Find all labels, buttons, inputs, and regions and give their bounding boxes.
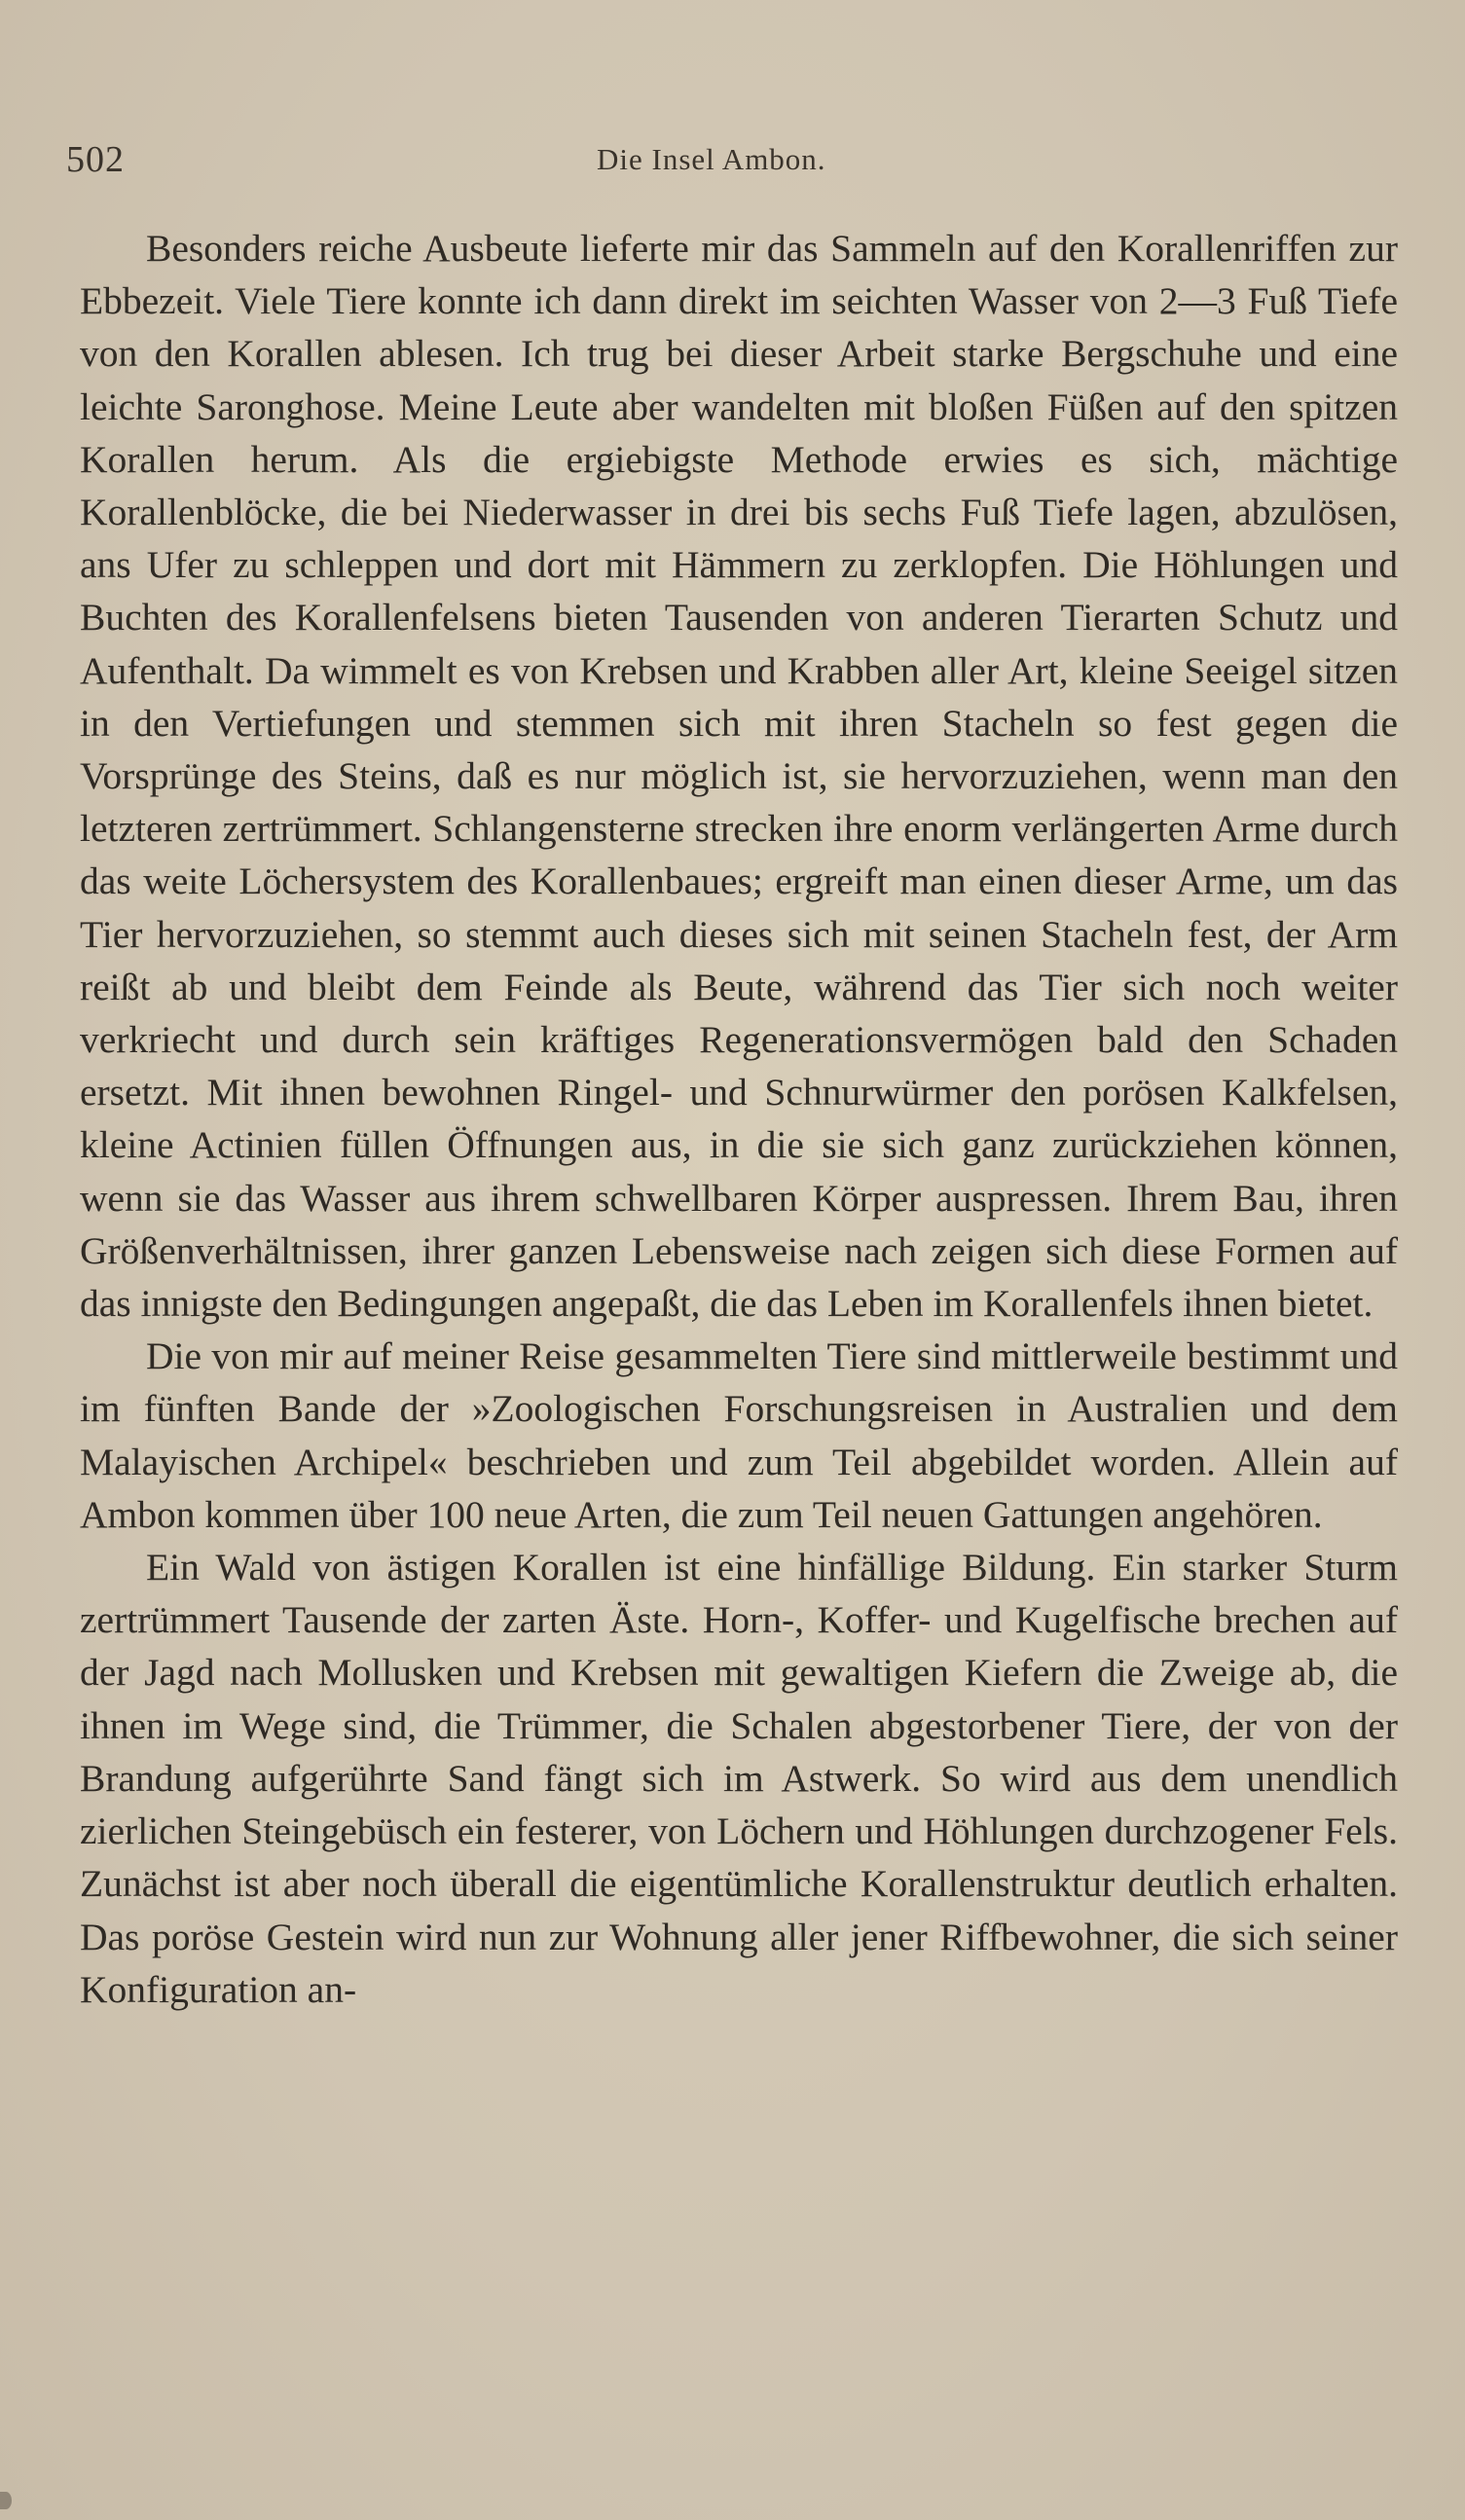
page-edge-mark — [0, 2492, 12, 2509]
page-number: 502 — [66, 139, 125, 180]
body-text — [80, 222, 1398, 2016]
paragraph-2: Die von mir auf meiner Reise gesammelten Tiere sind mittlerweile bestimmt und im fünften Bande der »Zoologischen Forschungsreisen in Australien und dem Malayischen Archipel« beschrieben und zum Teil abgebildet worden. Allein auf Ambon kommen über 100 neue Arten, die zum Teil neuen Gattungen angehören. — [80, 1334, 1398, 1536]
paragraph-1: Besonders reiche Ausbeute lieferte mir das Sammeln auf den Korallenriffen zur Ebbezeit. Viele Tiere konnte ich dann direkt im seichten Wasser von 2—3 Fuß Tiefe von den Korallen ablesen. Ich trug bei dieser Arbeit starke Bergschuhe und eine leichte Saronghose. Meine Leute aber wandelten mit bloßen Füßen auf den spitzen Korallen herum. Als die ergiebigste Methode erwies es sich, mächtige Korallenblöcke, die bei Niederwasser in drei bis sechs Fuß Tiefe lagen, abzulösen, ans Ufer zu schleppen und dort mit Hämmern zu zerklopfen. Die Höhlungen und Buchten des Korallenfelsens bieten Tausenden von anderen Tierarten Schutz und Aufenthalt. Da wimmelt es von Krebsen und Krabben aller Art, kleine Seeigel sitzen in den Vertiefungen und stemmen sich mit ihren Stacheln so fest gegen die Vorsprünge des Steins, daß es nur möglich ist, sie hervorzuziehen, wenn man den letzteren zertrümmert. Schlangensterne strecken ihre enorm verlängerten Arme durch das weite Löchersystem des Korallenbaues; ergreift man einen dieser Arme, um das Tier hervorzuziehen, so stemmt auch dieses sich mit seinen Stacheln fest, der Arm reißt ab und bleibt dem Feinde als Beute, während das Tier sich noch weiter verkriecht und durch sein kräftiges Regenerationsvermögen bald den Schaden ersetzt. Mit ihnen bewohnen Ringel- und Schnurwürmer den porösen Kalkfelsen, kleine Actinien füllen Öffnungen aus, in die sie sich ganz zurückziehen können, wenn sie das Wasser aus ihrem schwellbaren Körper auspressen. Ihrem Bau, ihren Größenverhältnissen, ihrer ganzen Lebensweise nach zeigen sich diese Formen auf das innigste den Bedingungen angepaßt, die das Leben im Korallenfels ihnen bietet. — [80, 227, 1398, 1326]
paragraph-3: Ein Wald von ästigen Korallen ist eine hinfällige Bildung. Ein starker Sturm zertrümmert Tausende der zarten Äste. Horn-, Koffer- und Kugelfische brechen auf der Jagd nach Mollusken und Krebsen mit gewaltigen Kiefern die Zweige ab, die ihnen im Wege sind, die Trümmer, die Schalen abgestorbener Tiere, der von der Brandung aufgerührte Sand fängt sich im Astwerk. So wird aus dem unendlich zierlichen Steingebüsch ein festerer, von Löchern und Höhlungen durchzogener Fels. Zunächst ist aber noch überall die eigentümliche Korallenstruktur deutlich erhalten. Das poröse Gestein wird nun zur Wohnung aller jener Riffbewohner, die sich seiner Konfiguration an- — [80, 1546, 1398, 2011]
running-title: Die Insel Ambon. — [597, 142, 826, 176]
page-header — [66, 138, 1414, 187]
